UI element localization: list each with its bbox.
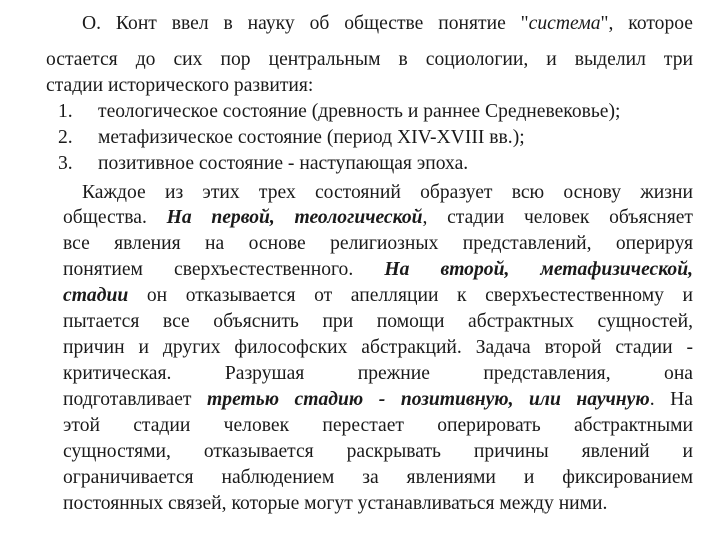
term-sistema: система	[528, 13, 601, 34]
emphasis-stage-word: стадии	[63, 285, 129, 306]
text: понятием сверхъестественного.	[63, 259, 385, 280]
paragraph-intro-line-1	[82, 11, 693, 37]
list-item-3: позитивное состояние - наступающая эпоха.	[98, 153, 469, 174]
paragraph-intro-line-2: остается до сих пор центральным в социологии, и выделил три	[46, 49, 693, 70]
list-item-2: метафизическое состояние (период XIV-XVIII вв.);	[98, 127, 525, 148]
paragraph-body-line-7: причин и других философских абстракций. Задача второй стадии -	[63, 337, 693, 358]
text: общества.	[63, 207, 167, 228]
paragraph-body-line-11: сущностями, отказывается раскрывать причины явлений и	[63, 441, 693, 462]
emphasis-third-stage: третью стадию - позитивную, или научную	[207, 389, 650, 410]
paragraph-body-line-12: ограничивается наблюдением за явлениями и фиксированием	[63, 467, 693, 488]
text: . На	[649, 389, 693, 410]
paragraph-body-line-1: Каждое из этих трех состояний образует всю основу жизни	[82, 182, 693, 203]
paragraph-body-line-8: критическая. Разрушая прежние представления, она	[63, 363, 693, 384]
emphasis-first-stage: На первой, теологической	[166, 207, 423, 228]
list-item-number-1: 1.	[58, 101, 73, 122]
list-item-number-3: 3.	[58, 153, 73, 174]
paragraph-body-line-4	[63, 257, 693, 283]
emphasis-second-stage: На второй, метафизической,	[384, 259, 693, 280]
paragraph-body-line-9	[63, 387, 693, 413]
list-item-1: теологическое состояние (древность и раннее Средневековье);	[98, 101, 621, 122]
paragraph-body-line-6: пытается все объяснить при помощи абстрактных сущностей,	[63, 311, 693, 332]
text: , стадии человек объясняет	[422, 207, 693, 228]
list-item-number-2: 2.	[58, 127, 73, 148]
paragraph-body-line-13: постоянных связей, которые могут устанавливаться между ними.	[63, 493, 608, 514]
text: О. Конт ввел в науку об обществе понятие "	[82, 13, 529, 34]
text: он отказывается от апелляции к сверхъестественному и	[128, 285, 693, 306]
text: подготавливает	[63, 389, 208, 410]
paragraph-intro-line-3: стадии исторического развития:	[46, 75, 314, 96]
paragraph-body-line-5	[63, 283, 693, 309]
text: ", которое	[600, 13, 693, 34]
paragraph-body-line-10: этой стадии человек перестает оперировать абстрактными	[63, 415, 693, 436]
paragraph-body-line-2	[63, 205, 693, 231]
paragraph-body-line-3: все явления на основе религиозных представлений, оперируя	[63, 233, 693, 254]
